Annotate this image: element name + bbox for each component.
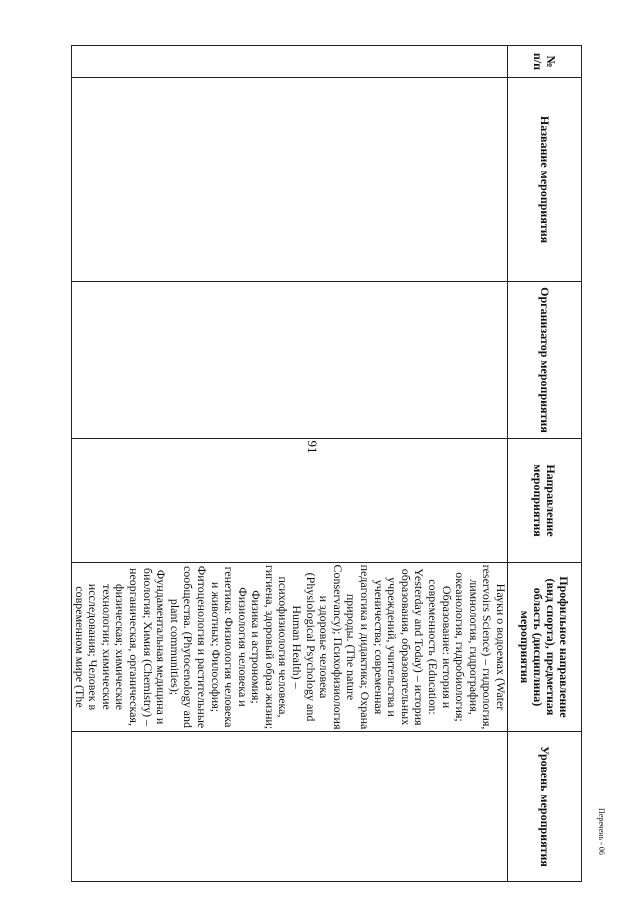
cell-profile: Науки о водоемах (Water reservoirs Science) – гидрология, лимнология, гидрография, океанология, гидробиология; Образование: история и современность (Education: Yesterday and Today) – история образования, образовательных учреждений, учительства и ученичества; современная педагогика и дидактика; Охрана природы. (The nature Conservancy); Психофизиология и здоровье человека (Physiological Psychology and Human Health) – психофизиология человека, гигиена, здоровый образ жизни; Физика и астрономия; Физиология человека и генетика: Физиология человека и животных; Философия; Фитоценология и растительные сообщества. (Phytocenology and plant communities); Фундаментальная медицина и биология; Химия (Chemistry) – неорганическая, органическая, физическая; химические технологии; химические исследования; Человек в современном мире (The — [72, 564, 508, 730]
cell-organizer — [72, 282, 508, 439]
footer-code: Перечень - 06 — [597, 808, 606, 855]
cell-level — [72, 732, 508, 882]
table-header-row — [508, 46, 582, 882]
header-event-title: Название мероприятия — [508, 78, 582, 282]
header-level: Уровень мероприятия — [508, 732, 582, 882]
events-table — [71, 45, 582, 882]
page-number: 91 — [305, 440, 320, 454]
cell-number — [72, 46, 508, 78]
header-direction: Направление мероприятия — [508, 439, 582, 563]
table-row — [72, 46, 508, 882]
header-profile: Профильное направление (вид спорта), предметная область (дисциплина) мероприятия — [508, 563, 582, 732]
header-organizer: Организатор мероприятия — [508, 282, 582, 439]
rotated-table-container — [72, 45, 582, 881]
cell-event-title — [72, 78, 508, 282]
cell-direction — [72, 439, 508, 563]
header-number: № п/п — [508, 46, 582, 78]
